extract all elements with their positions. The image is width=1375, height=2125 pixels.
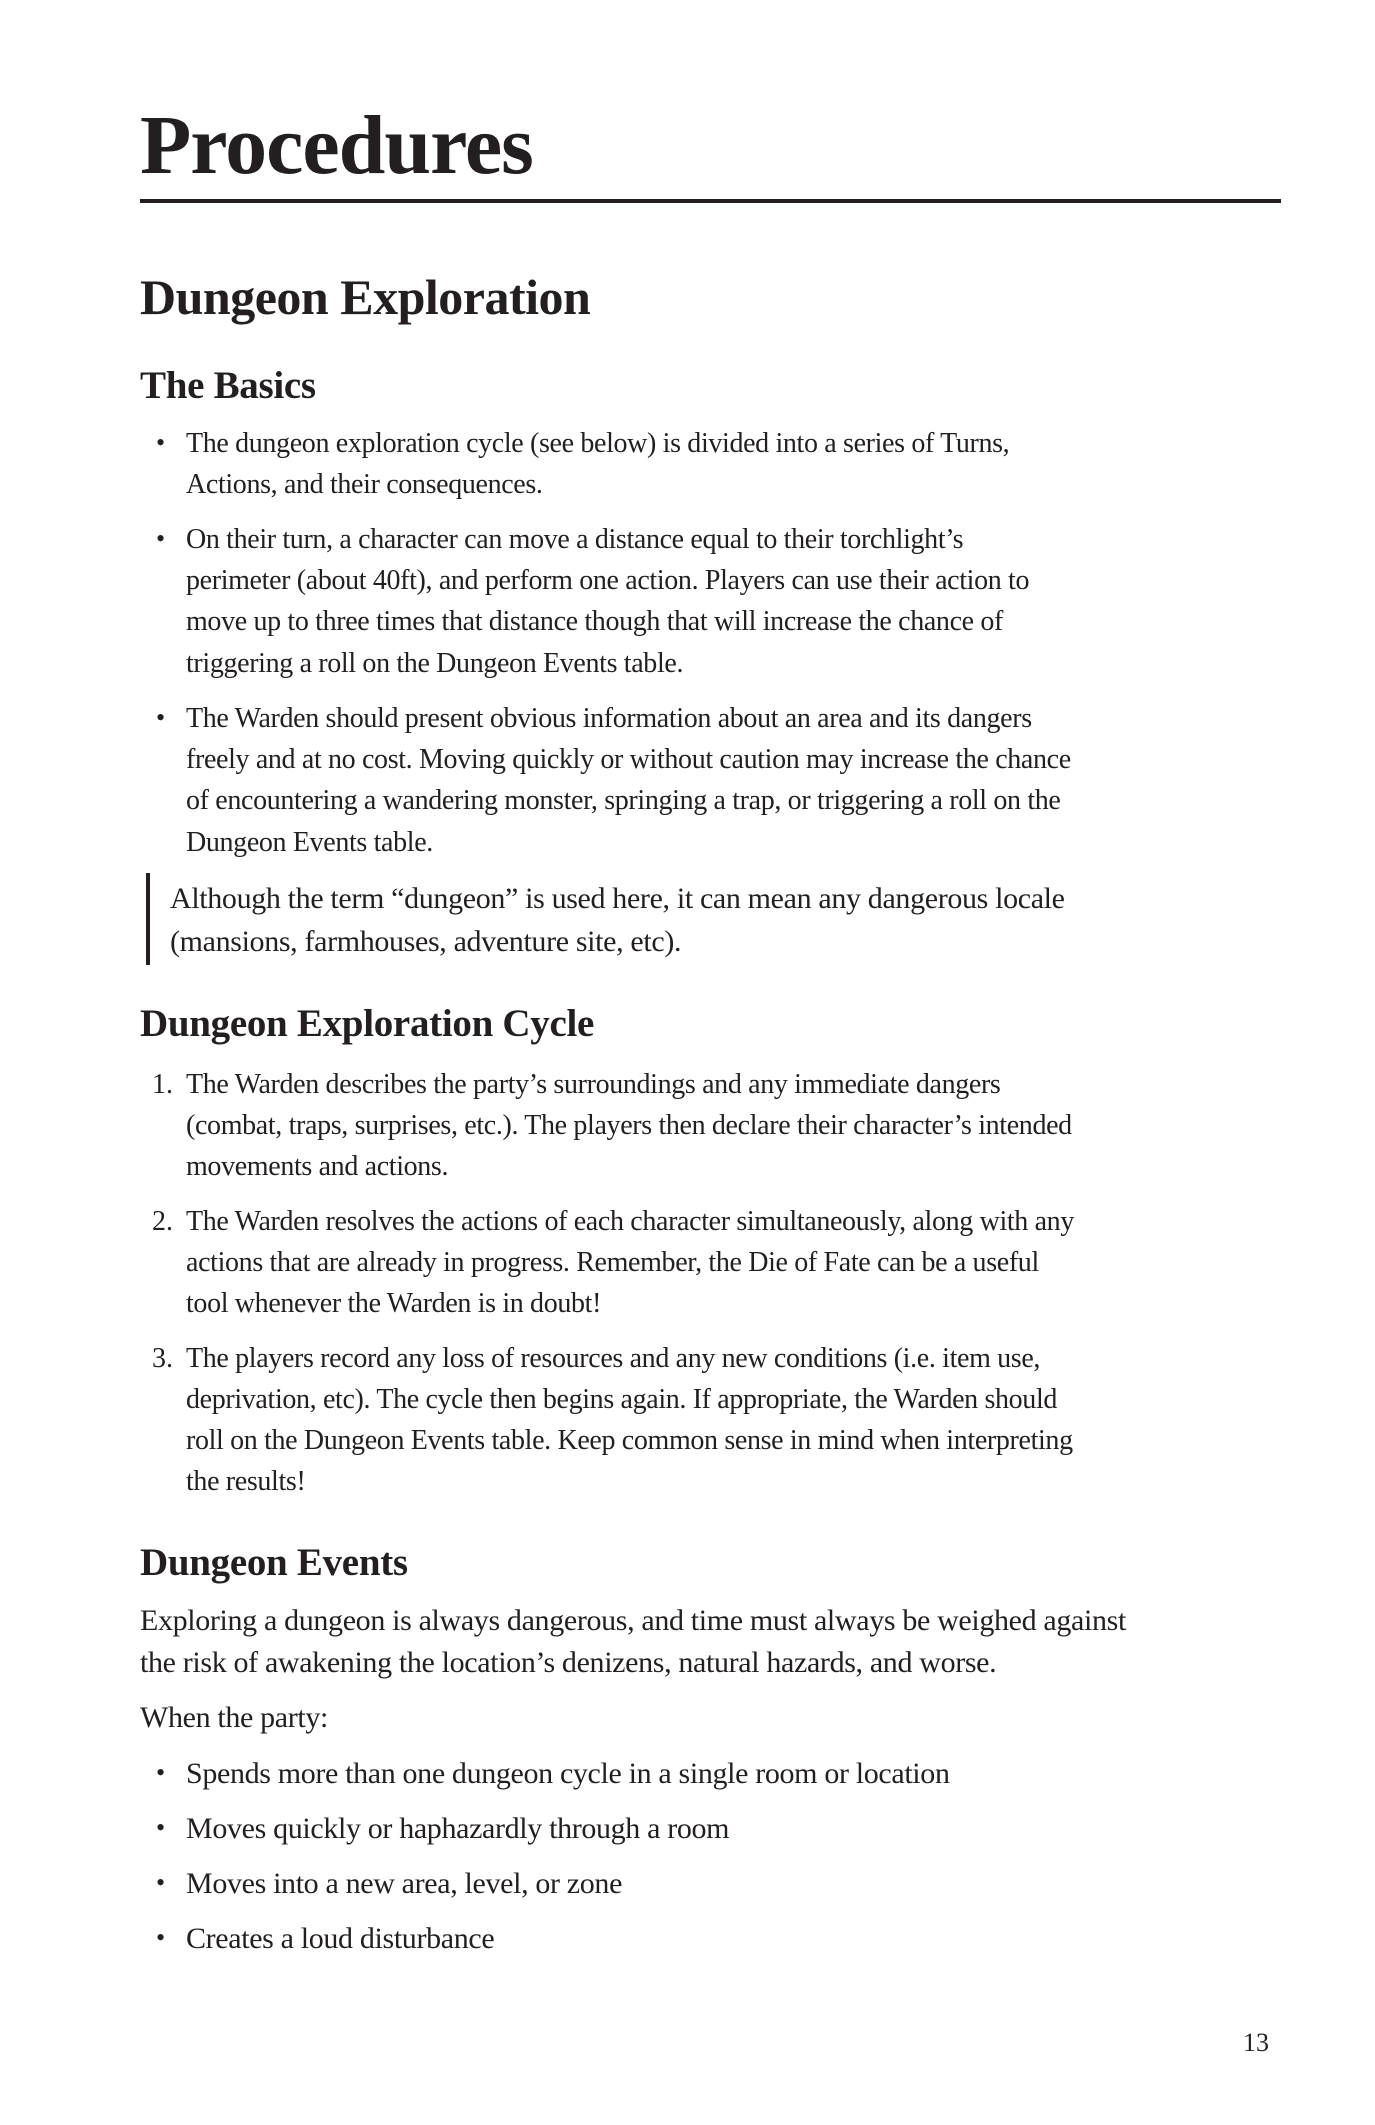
list-item-line: The dungeon exploration cycle (see below) is divided into a series of Turns, [186,428,1010,459]
list-item-line: The Warden should present obvious information about an area and its dangers [186,703,1032,734]
subheading-dungeon-events: Dungeon Events [140,1541,408,1584]
list-item-line: roll on the Dungeon Events table. Keep common sense in mind when interpreting [186,1425,1073,1456]
list-item-line: The Warden resolves the actions of each character simultaneously, along with any [186,1206,1074,1237]
list-item-line: deprivation, etc). The cycle then begins again. If appropriate, the Warden should [186,1384,1058,1415]
subheading-exploration-cycle: Dungeon Exploration Cycle [140,1002,595,1045]
bullet-icon: • [156,1813,166,1842]
list-item-line: perimeter (about 40ft), and perform one action. Players can use their action to [186,565,1030,596]
list-item-line: actions that are already in progress. Remember, the Die of Fate can be a useful [186,1247,1039,1278]
list-marker: 1. [152,1069,173,1100]
list-item-text: Spends more than one dungeon cycle in a single room or location [186,1757,950,1790]
title-rule [140,199,1281,203]
list-item-line: move up to three times that distance though that will increase the chance of [186,606,1004,637]
bullet-icon: • [156,1758,166,1787]
list-item-text: Creates a loud disturbance [186,1922,495,1955]
list-marker: 3. [152,1343,173,1374]
list-item-line: of encountering a wandering monster, springing a trap, or triggering a roll on the [186,785,1061,816]
list-item-text: Moves quickly or haphazardly through a room [186,1812,730,1845]
bullet-icon: • [156,703,166,732]
list-item-line: On their turn, a character can move a distance equal to their torchlight’s [186,524,964,555]
events-intro-line: Exploring a dungeon is always dangerous, and time must always be weighed against [140,1604,1126,1637]
page-number: 13 [1243,2028,1269,2057]
subheading-the-basics: The Basics [140,364,316,407]
bullet-icon: • [156,1868,166,1897]
list-item-line: movements and actions. [186,1151,449,1182]
list-item-line: Dungeon Events table. [186,827,433,858]
bullet-icon: • [156,524,166,553]
callout-line: Although the term “dungeon” is used here, it can mean any dangerous locale [170,882,1065,915]
callout-bar [146,873,150,965]
bullet-icon: • [156,428,166,457]
list-item-line: triggering a roll on the Dungeon Events table. [186,648,684,679]
page-title: Procedures [140,99,533,192]
list-item-line: (combat, traps, surprises, etc.). The players then declare their character’s intended [186,1110,1072,1141]
list-item-line: tool whenever the Warden is in doubt! [186,1288,602,1319]
list-item-line: The Warden describes the party’s surroundings and any immediate dangers [186,1069,1001,1100]
list-item-line: Actions, and their consequences. [186,469,543,500]
callout-line: (mansions, farmhouses, adventure site, etc). [170,925,682,958]
events-intro-line: the risk of awakening the location’s denizens, natural hazards, and worse. [140,1646,997,1679]
list-item-line: freely and at no cost. Moving quickly or without caution may increase the chance [186,744,1071,775]
list-item-text: Moves into a new area, level, or zone [186,1867,623,1900]
list-item-line: The players record any loss of resources and any new conditions (i.e. item use, [186,1343,1041,1374]
section-heading-dungeon-exploration: Dungeon Exploration [140,269,591,325]
list-item-line: the results! [186,1466,306,1497]
list-marker: 2. [152,1206,173,1237]
events-lead-in: When the party: [140,1701,329,1734]
bullet-icon: • [156,1923,166,1952]
